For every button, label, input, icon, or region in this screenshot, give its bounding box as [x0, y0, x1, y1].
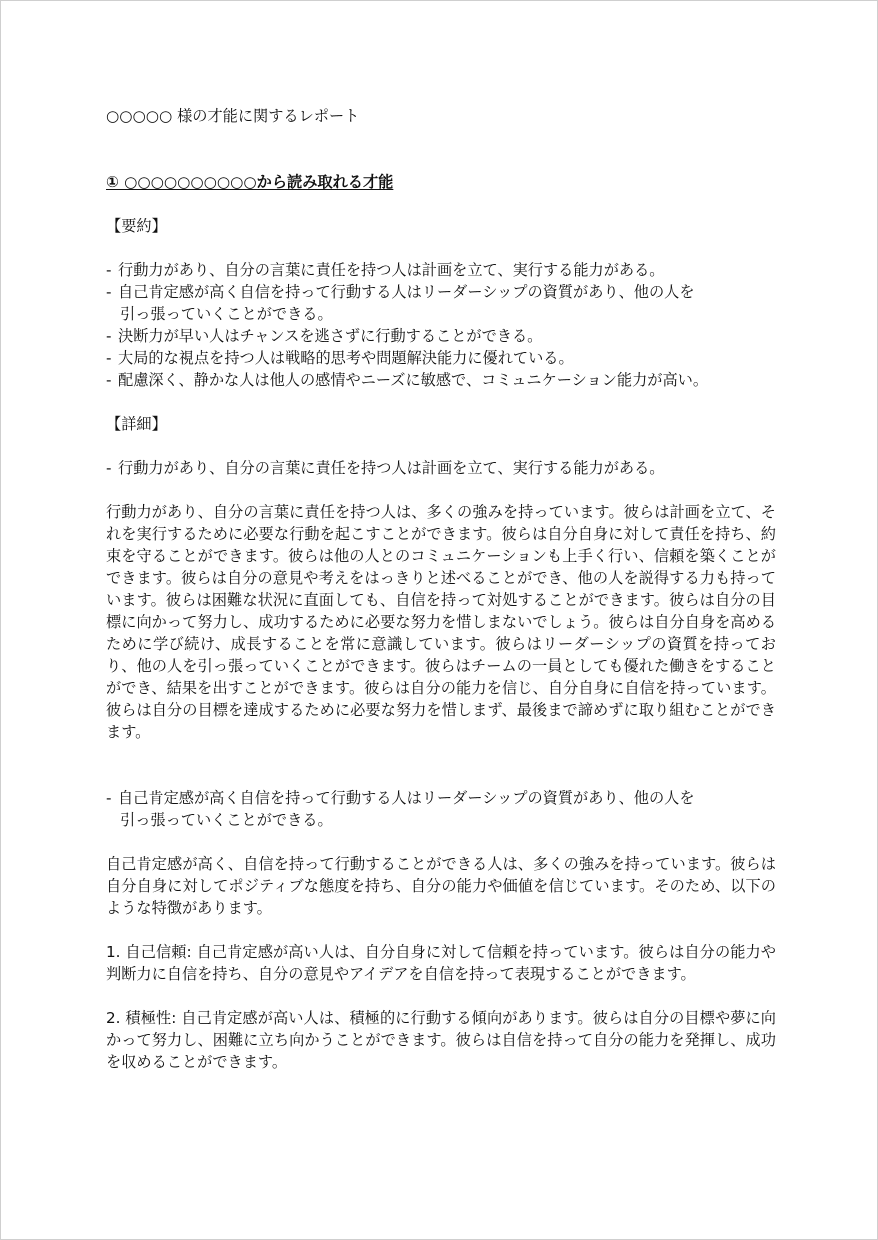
detail-point-2: 2. 積極性: 自己肯定感が高い人は、積極的に行動する傾向があります。彼らは自分の目標や夢に向かって努力し、困難に立ち向かうことができます。彼らは自信を持って自分の能力を発揮し、成功を収めることができます。 — [106, 1009, 776, 1071]
detail-bullet-1 — [106, 457, 776, 479]
summary-item-text: 決断力が早い人はチャンスを逃さずに行動することができる。 — [118, 327, 543, 345]
summary-list — [106, 259, 776, 391]
detail-paragraph-2: 自己肯定感が高く、自信を持って行動することができる人は、多くの強みを持っています。彼らは自分自身に対してポジティブな態度を持ち、自分の能力や価値を信じています。そのため、以下のような特徴があります。 — [106, 855, 776, 917]
summary-item — [106, 281, 776, 325]
summary-item — [106, 347, 776, 369]
detail-bullet-continuation: 引っ張っていくことができる。 — [120, 811, 333, 829]
summary-item — [106, 325, 776, 347]
summary-item-text: 大局的な視点を持つ人は戦略的思考や問題解決能力に優れている。 — [118, 349, 574, 367]
document-title: ○○○○○ 様の才能に関するレポート — [106, 107, 360, 125]
summary-item — [106, 259, 776, 281]
detail-paragraph-1: 行動力があり、自分の言葉に責任を持つ人は、多くの強みを持っています。彼らは計画を立て、それを実行するために必要な行動を起こすことができます。彼らは自分自身に対して責任を持ち、約束を守ることができます。彼らは他の人とのコミュニケーションも上手く行い、信頼を築くことができます。彼らは自分の意見や考えをはっきりと述べることができ、他の人を説得する力も持っています。彼らは困難な状況に直面しても、自信を持って対処することができます。彼らは自分の目標に向かって努力し、成功するために必要な努力を惜しまないでしょう。彼らは自分自身を高めるために学び続け、成長することを常に意識しています。彼らはリーダーシップの資質を持っており、他の人を引っ張っていくことができます。彼らはチームの一員としても優れた働きをすることができ、結果を出すことができます。彼らは自分の能力を信じ、自分自身に自信を持っています。彼らは自分の目標を達成するために必要な努力を惜しまず、最後まで諦めずに取り組むことができます。 — [106, 503, 777, 741]
detail-bullet-text: 自己肯定感が高く自信を持って行動する人はリーダーシップの資質があり、他の人を — [118, 789, 695, 807]
summary-item-text: 行動力があり、自分の言葉に責任を持つ人は計画を立て、実行する能力がある。 — [118, 261, 665, 279]
summary-item-text: 配慮深く、静かな人は他人の感情やニーズに敏感で、コミュニケーション能力が高い。 — [118, 371, 709, 389]
summary-item-continuation: 引っ張っていくことができる。 — [120, 305, 333, 323]
detail-bullet-text: 行動力があり、自分の言葉に責任を持つ人は計画を立て、実行する能力がある。 — [118, 459, 665, 477]
summary-label: 【要約】 — [106, 217, 167, 235]
detail-label: 【詳細】 — [106, 415, 167, 433]
section-heading: ① ○○○○○○○○○○から読み取れる才能 — [106, 173, 394, 191]
detail-bullet-2 — [106, 787, 776, 831]
document-content — [106, 105, 776, 1073]
summary-item-text: 自己肯定感が高く自信を持って行動する人はリーダーシップの資質があり、他の人を — [118, 283, 695, 301]
detail-point-1: 1. 自己信頼: 自己肯定感が高い人は、自分自身に対して信頼を持っています。彼らは自分の能力や判断力に自信を持ち、自分の意見やアイデアを自信を持って表現することができます。 — [106, 943, 776, 983]
summary-item — [106, 369, 776, 391]
